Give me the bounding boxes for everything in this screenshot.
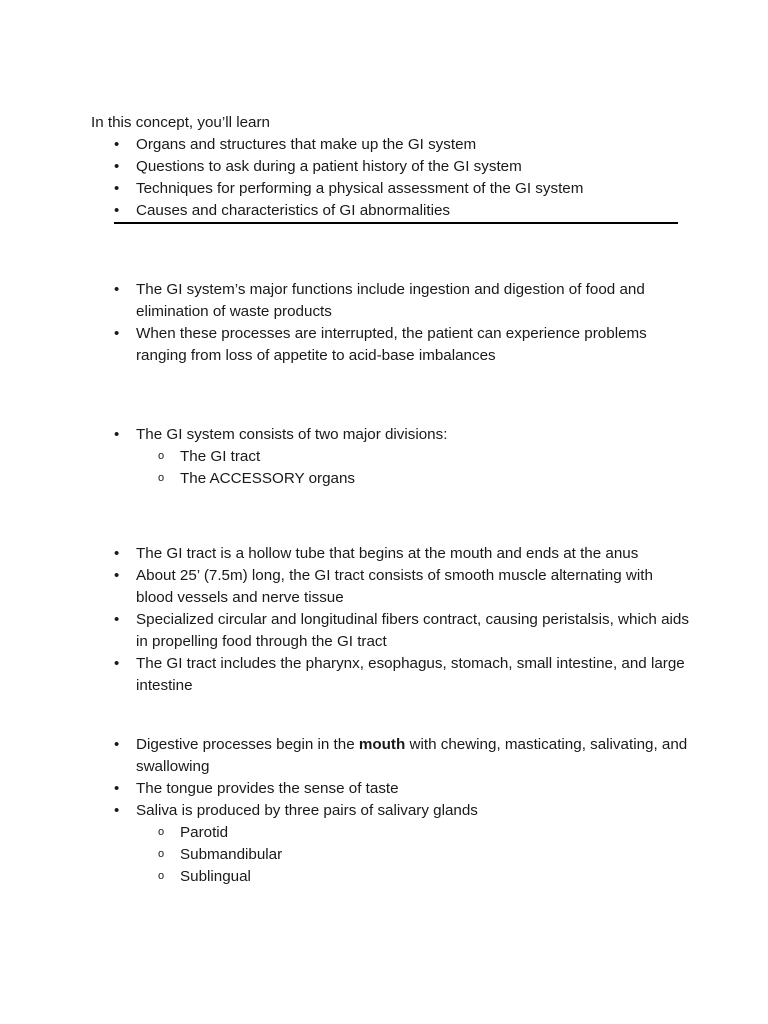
glands-sublist (136, 822, 694, 888)
list-item: • Organs and structures that make up the GI system (114, 134, 694, 156)
list-item: • Specialized circular and longitudinal fibers contract, causing peristalsis, which aids in propelling food through the GI tract (114, 609, 694, 653)
list-item: • Causes and characteristics of GI abnormalities (114, 200, 694, 222)
list-item: • Techniques for performing a physical assessment of the GI system (114, 178, 694, 200)
divisions-lead: The GI system consists of two major divisions: (136, 426, 448, 443)
learning-objectives-list (114, 134, 694, 222)
list-item: • When these processes are interrupted, the patient can experience problems ranging from loss of appetite to acid-base imbalances (114, 323, 694, 367)
list-item (114, 734, 694, 778)
saliva-text: Saliva is produced by three pairs of salivary glands (136, 802, 478, 819)
list-item: • The GI system’s major functions include ingestion and digestion of food and elimination of waste products (114, 279, 694, 323)
sub-list-item: o Submandibular (136, 844, 694, 866)
list-item (114, 800, 694, 888)
list-item: • About 25’ (7.5m) long, the GI tract consists of smooth muscle alternating with blood vessels and nerve tissue (114, 565, 694, 609)
list-item: • The GI tract is a hollow tube that begins at the mouth and ends at the anus (114, 543, 694, 565)
sub-list-item: o The ACCESSORY organs (136, 468, 694, 490)
divisions-sublist (136, 446, 694, 490)
list-item: • The GI tract includes the pharynx, esophagus, stomach, small intestine, and large intestine (114, 653, 694, 697)
gi-tract-list (114, 543, 694, 697)
mouth-text-pre: Digestive processes begin in the (136, 736, 359, 753)
list-item: • Questions to ask during a patient history of the GI system (114, 156, 694, 178)
functions-list (114, 279, 694, 367)
mouth-text-post: with chewing, masticating, salivating, and swallowing (136, 736, 688, 775)
mouth-bold: mouth (358, 736, 406, 753)
sub-list-item: o Parotid (136, 822, 694, 844)
section-divider (114, 222, 678, 224)
list-item (114, 424, 694, 490)
sub-list-item: o The GI tract (136, 446, 694, 468)
mouth-list (114, 734, 694, 888)
list-item: • The tongue provides the sense of taste (114, 778, 694, 800)
sub-list-item: o Sublingual (136, 866, 694, 888)
divisions-list (114, 424, 694, 490)
intro-heading: In this concept, you’ll learn (91, 114, 270, 131)
